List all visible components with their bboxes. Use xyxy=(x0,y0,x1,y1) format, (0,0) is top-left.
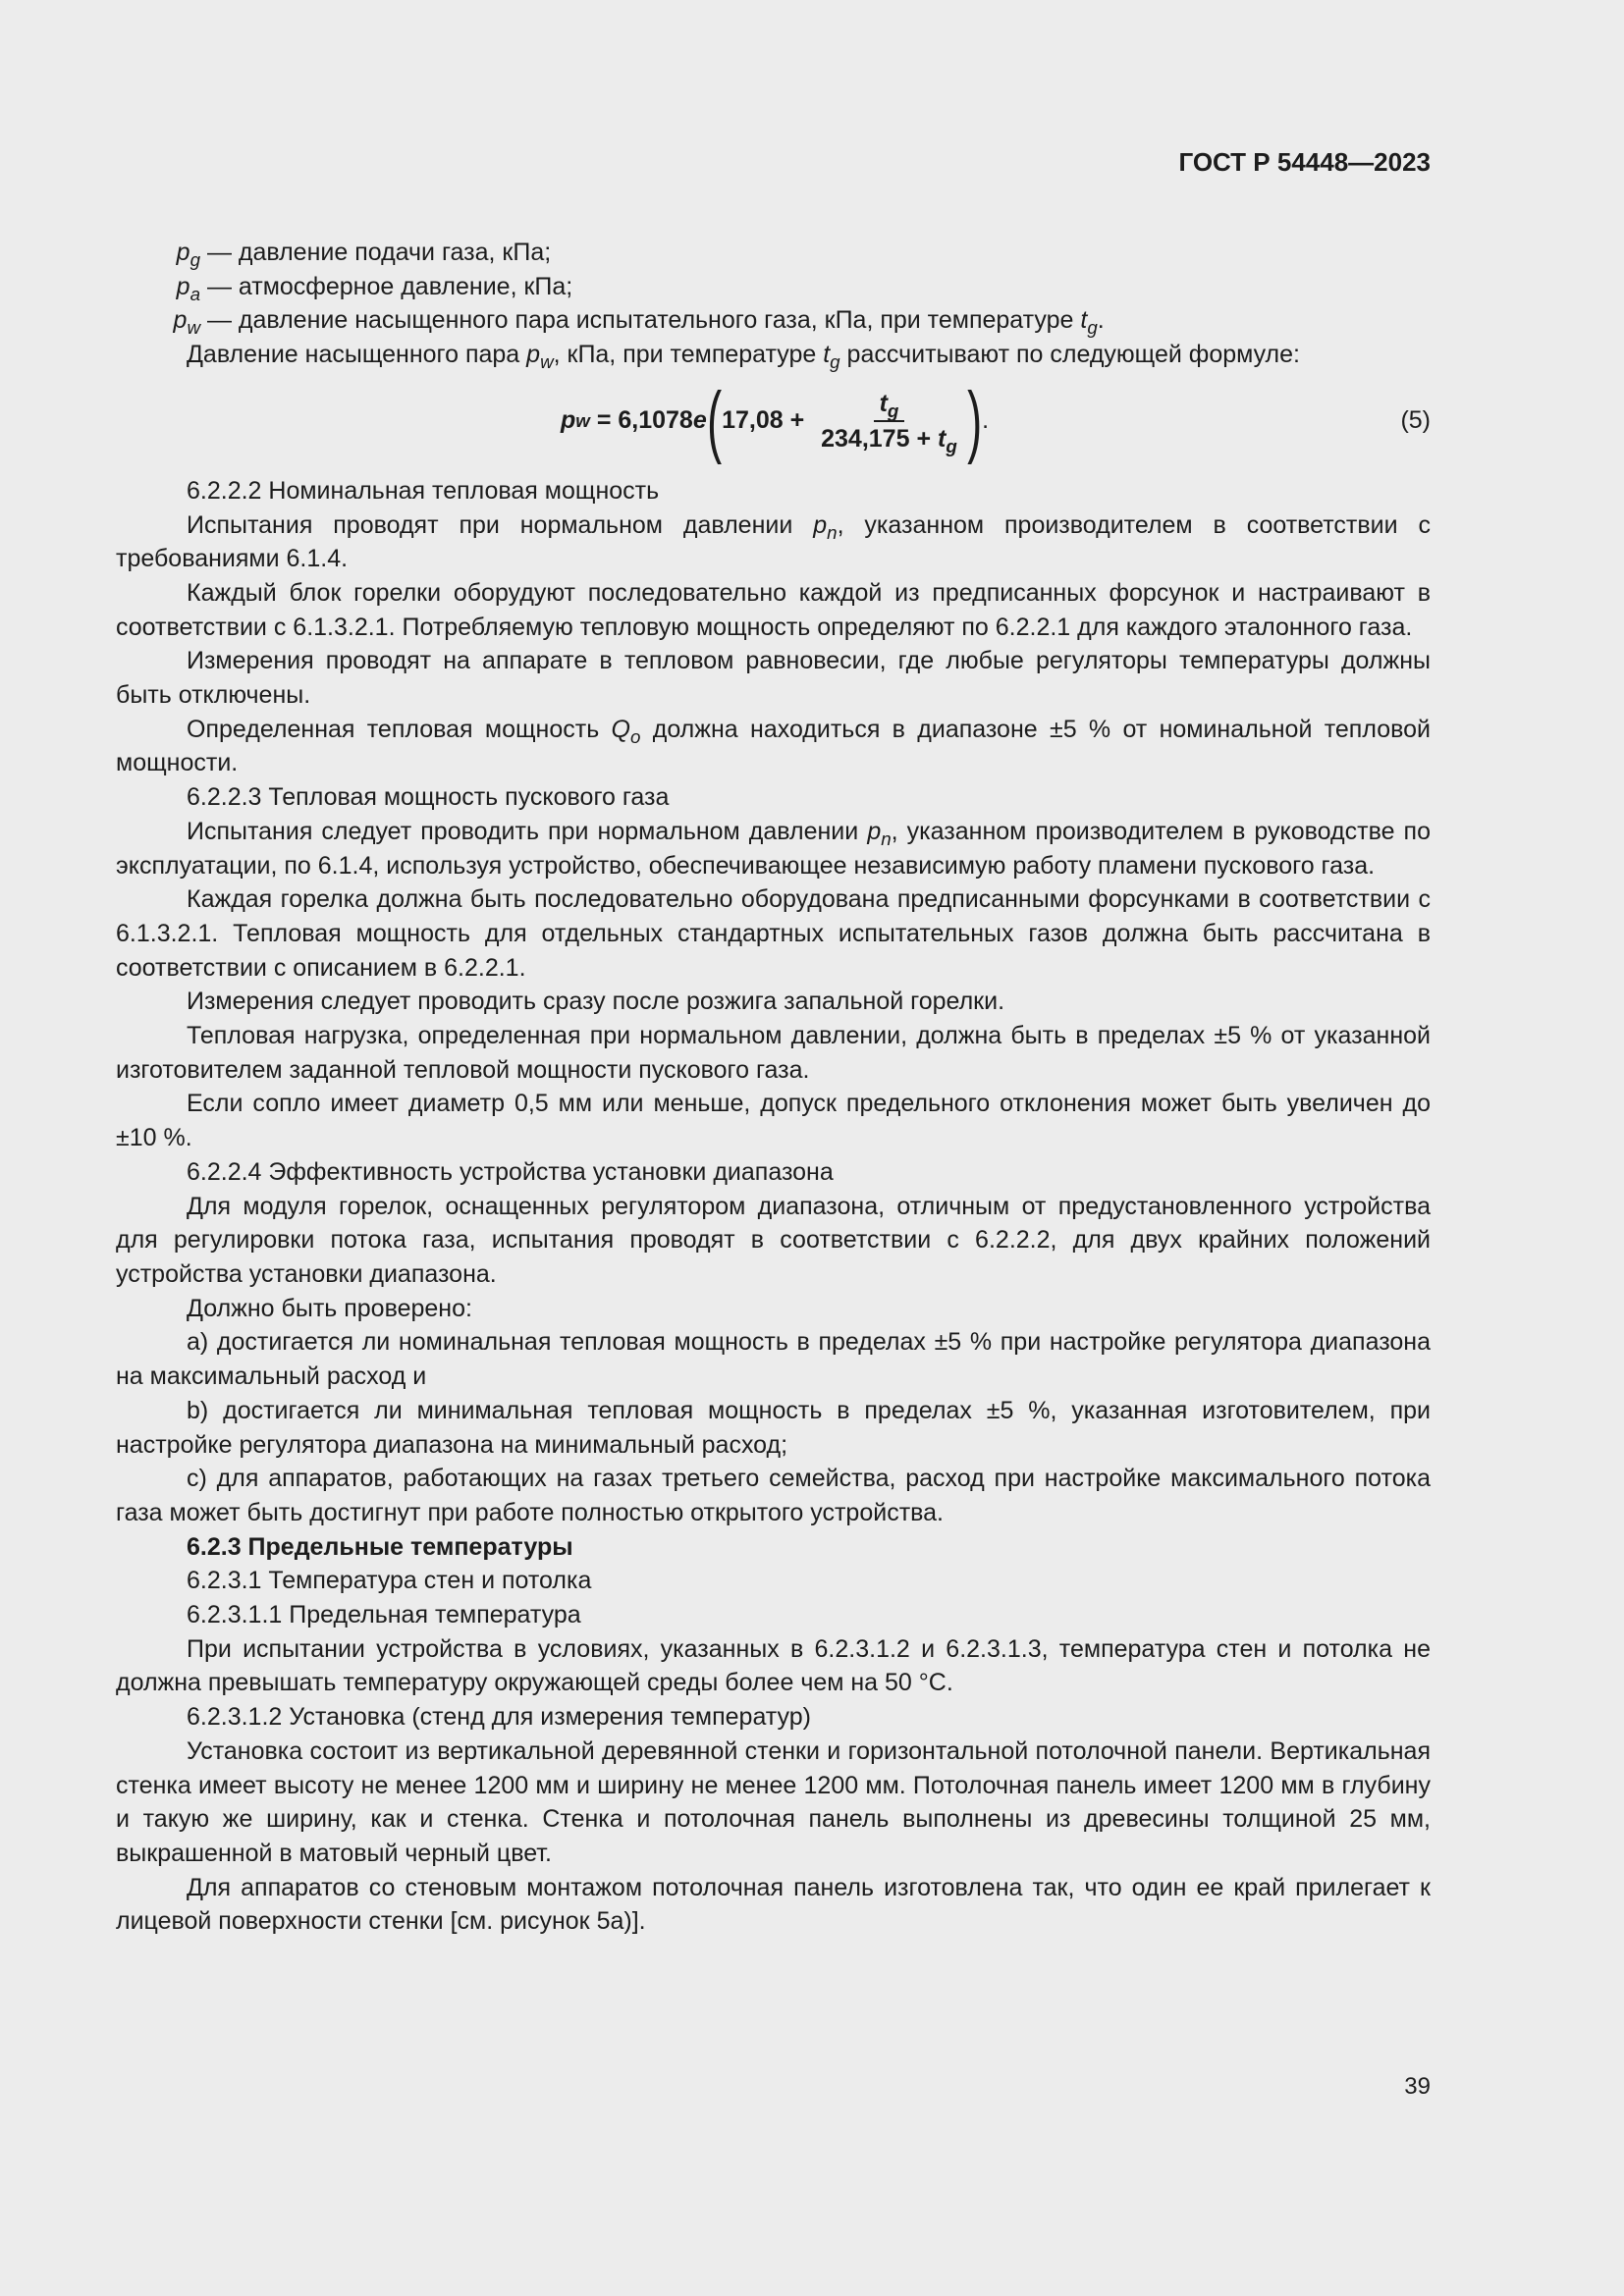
paragraph: При испытании устройства в условиях, указанных в 6.2.3.1.2 и 6.2.3.1.3, температура стен и потолка не должна превышать температуру окружающей среды более чем на 50 °С. xyxy=(116,1634,1431,1697)
page-number: 39 xyxy=(1404,2073,1431,2100)
section-heading-6-2-2-4: 6.2.2.4 Эффективность устройства установки диапазона xyxy=(187,1157,834,1186)
section-heading-6-2-3-1: 6.2.3.1 Температура стен и потолка xyxy=(187,1567,592,1595)
formula-fraction: $\frac{t_g}{234,175 + t_g}$ xyxy=(821,389,957,456)
paragraph: Испытания следует проводить при нормальном давлении $p_n$, указанном производителем в руководстве по эксплуатации, по 6.1.4, используя устройство, обеспечивающее независимую работу пламени пускового газа. xyxy=(116,817,1431,880)
paragraph: Если сопло имеет диаметр 0,5 мм или меньше, допуск предельного отклонения может быть увеличен до ±10 %. xyxy=(116,1090,1431,1152)
variable-definition: $p_w$ — давление насыщенного пара испытательного газа, кПа, при температуре $t_g$. xyxy=(173,306,1105,339)
paragraph: Для аппаратов со стеновым монтажом потолочная панель изготовлена так, что один ее край прилегает к лицевой поверхности стенки [см. рисунок 5а)]. xyxy=(116,1873,1431,1936)
paragraph: Каждый блок горелки оборудуют последовательно каждой из предписанных форсунок и настраивают в соответствии с 6.1.3.2.1. Потребляемую тепловую мощность определяют по 6.2.2.1 для каждого эталонного газа. xyxy=(116,578,1431,641)
formula-5: p w = 6,1078 e ( 17,08 + $\frac{t_g}{234,175 + t_g}$ ) . xyxy=(561,375,990,465)
paragraph: Тепловая нагрузка, определенная при нормальном давлении, должна быть в пределах ±5 % от указанной изготовителем заданной тепловой мощности пускового газа. xyxy=(116,1022,1431,1084)
equation-number: (5) xyxy=(1400,405,1431,434)
paragraph: Для модуля горелок, оснащенных регулятором диапазона, отличным от предустановленного устройства для регулировки потока газа, испытания проводят в соответствии с 6.2.2.2, для двух крайних положений устройства установки диапазона. xyxy=(116,1192,1431,1288)
section-heading-6-2-3-1-2: 6.2.3.1.2 Установка (стенд для измерения температур) xyxy=(187,1703,811,1732)
section-heading-6-2-3-1-1: 6.2.3.1.1 Предельная температура xyxy=(187,1601,581,1629)
section-heading-6-2-3: 6.2.3 Предельные температуры xyxy=(187,1532,573,1561)
list-item-b: b) достигается ли минимальная тепловая мощность в пределах ±5 %, указанная изготовителем, при настройке регулятора диапазона на минимальный расход; xyxy=(116,1396,1431,1459)
section-heading-6-2-2-2: 6.2.2.2 Номинальная тепловая мощность xyxy=(187,476,660,505)
left-paren: ( xyxy=(706,375,722,465)
list-item-c: c) для аппаратов, работающих на газах третьего семейства, расход при настройке максимального потока газа может быть достигнут при работе полностью открытого устройства. xyxy=(116,1465,1431,1526)
paragraph: Измерения следует проводить сразу после розжига запальной горелки. xyxy=(187,988,1005,1016)
paragraph: Установка состоит из вертикальной деревянной стенки и горизонтальной потолочной панели. Вертикальная стенка имеет высоту не менее 1200 мм и ширину не менее 1200 мм. Потолочная панель имеет 1200 мм в глубину и такую же ширину, как и стенка. Стенка и потолочная панель выполнены из древесины толщиной 25 мм, выкрашенной в матовый черный цвет. xyxy=(116,1736,1431,1867)
list-item-a: a) достигается ли номинальная тепловая мощность в пределах ±5 % при настройке регулятора диапазона на максимальный расход и xyxy=(116,1328,1431,1391)
formula-intro: Давление насыщенного пара $p_w$, кПа, при температуре $t_g$ рассчитывают по следующей формуле: xyxy=(187,341,1300,373)
variable-definition: $p_a$ — атмосферное давление, кПа; xyxy=(176,272,573,304)
paragraph: Испытания проводят при нормальном давлении $p_n$, указанном производителем в соответствии с требованиями 6.1.4. xyxy=(116,510,1431,573)
variable-definition: $p_g$ — давление подачи газа, кПа; xyxy=(176,239,552,270)
document-body xyxy=(116,236,1431,1939)
section-heading-6-2-2-3: 6.2.2.3 Тепловая мощность пускового газа xyxy=(187,783,670,812)
paragraph: Каждая горелка должна быть последовательно оборудована предписанными форсунками в соответствии с 6.1.3.2.1. Тепловая мощность для отдельных стандартных испытательных газов должна быть рассчитана в соответствии с описанием в 6.2.2.1. xyxy=(116,885,1431,982)
document-header: ГОСТ Р 54448—2023 xyxy=(1178,147,1431,177)
paragraph: Измерения проводят на аппарате в тепловом равновесии, где любые регуляторы температуры должны быть отключены. xyxy=(116,647,1431,710)
formula-block xyxy=(116,372,1431,474)
paragraph: Определенная тепловая мощность $Q_o$ должна находиться в диапазоне ±5 % от номинальной тепловой мощности. xyxy=(116,715,1431,777)
paragraph: Должно быть проверено: xyxy=(187,1294,472,1322)
right-paren: ) xyxy=(966,375,982,465)
